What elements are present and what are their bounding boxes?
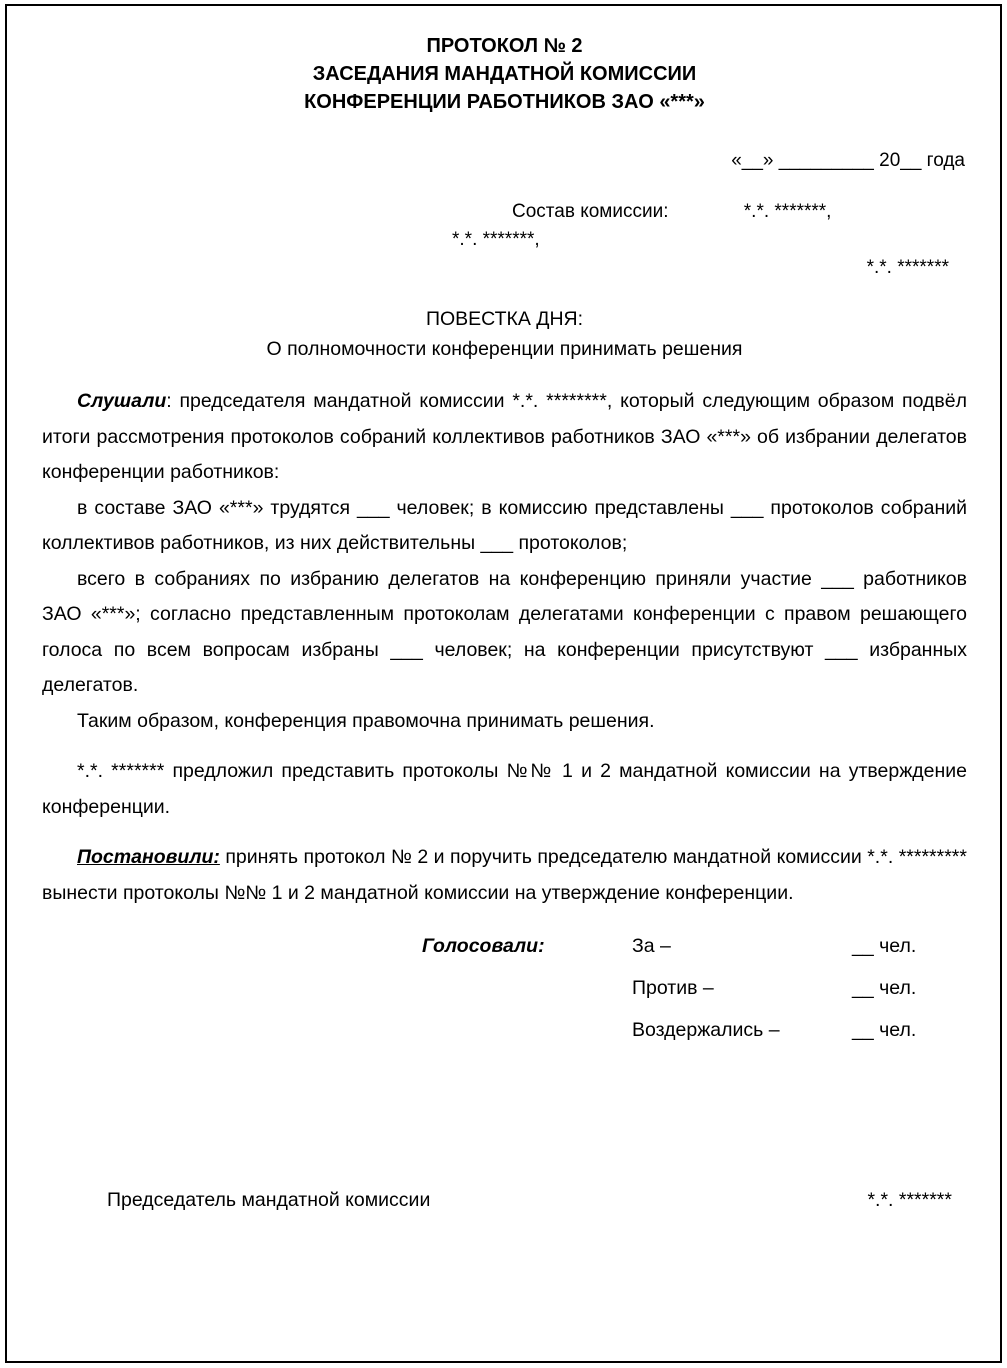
voting-label-spacer — [422, 1009, 632, 1051]
agenda-topic: О полномочности конференции принимать решения — [266, 338, 743, 360]
voting-label-spacer — [422, 967, 632, 1009]
commission-line-3 — [42, 254, 967, 282]
title-line-3: КОНФЕРЕНЦИИ РАБОТНИКОВ ЗАО «***» — [304, 91, 705, 113]
postanovili-label: Постановили: — [77, 846, 220, 868]
commission-line-1 — [42, 198, 967, 226]
vote-row-za — [42, 925, 967, 967]
postanovili-text: принять протокол № 2 и поручить председателю мандатной комиссии *.*. ********* вынести протоколы №№ 1 и 2 мандатной комиссии на утверждение конференции. — [42, 846, 967, 904]
vote-value-protiv: __ чел. — [852, 977, 917, 999]
vote-value-vozderzhalis: __ чел. — [852, 1019, 917, 1041]
paragraph-slushali — [42, 384, 967, 491]
vote-option-protiv: Против – — [632, 977, 714, 999]
document-title — [42, 32, 967, 116]
paragraph-conclusion: Таким образом, конференция правомочна принимать решения. — [77, 709, 655, 732]
commission-label: Состав комиссии: — [512, 201, 669, 222]
commission-line-2 — [42, 226, 967, 254]
vote-value-za: __ чел. — [852, 935, 917, 957]
signature-block — [42, 1186, 967, 1214]
paragraph-staff-counts: в составе ЗАО «***» трудятся ___ человек; в комиссию представлены ___ протоколов собраний коллективов работников, из них действительны ___ протоколов; — [42, 496, 967, 554]
signature-name: *.*. ******* — [867, 1189, 952, 1211]
voting-label: Голосовали: — [422, 935, 545, 957]
voting-block — [42, 925, 967, 1051]
commission-member-2: *.*. *******, — [452, 229, 540, 250]
signature-role: Председатель мандатной комиссии — [107, 1189, 431, 1211]
paragraph-postanovili — [42, 840, 967, 911]
vote-option-za: За – — [632, 935, 671, 957]
title-line-2: ЗАСЕДАНИЯ МАНДАТНОЙ КОМИССИИ — [312, 63, 697, 85]
vote-option-vozderzhalis: Воздержались – — [632, 1019, 780, 1041]
slushali-text: : председателя мандатной комиссии *.*. ********, который следующим образом подвёл итоги рассмотрения протоколов собраний коллективов работников ЗАО «***» об избрании делегатов конференции работников: — [42, 390, 967, 483]
commission-member-1: *.*. *******, — [743, 201, 832, 222]
vote-row-protiv — [42, 967, 967, 1009]
vote-row-vozderzhalis — [42, 1009, 967, 1051]
agenda-heading: ПОВЕСТКА ДНЯ: — [425, 308, 584, 330]
date-line: «__» _________ 20__ года — [731, 150, 965, 171]
document-body — [42, 384, 967, 911]
paragraph-proposal: *.*. ******* предложил представить протоколы №№ 1 и 2 мандатной комиссии на утверждение конференции. — [42, 760, 967, 818]
slushali-label: Слушали — [77, 390, 167, 412]
title-line-1: ПРОТОКОЛ № 2 — [426, 35, 583, 57]
paragraph-delegates: всего в собраниях по избранию делегатов на конференцию приняли участие ___ работников ЗАО «***»; согласно представленным протоколам делегатами конференции с правом решающего голоса по всем вопросам избраны ___ человек; на конференции присутствуют ___ избранных делегатов. — [42, 567, 967, 696]
commission-member-3: *.*. ******* — [866, 257, 949, 278]
commission-block — [42, 198, 967, 282]
page-border — [5, 4, 1002, 1363]
